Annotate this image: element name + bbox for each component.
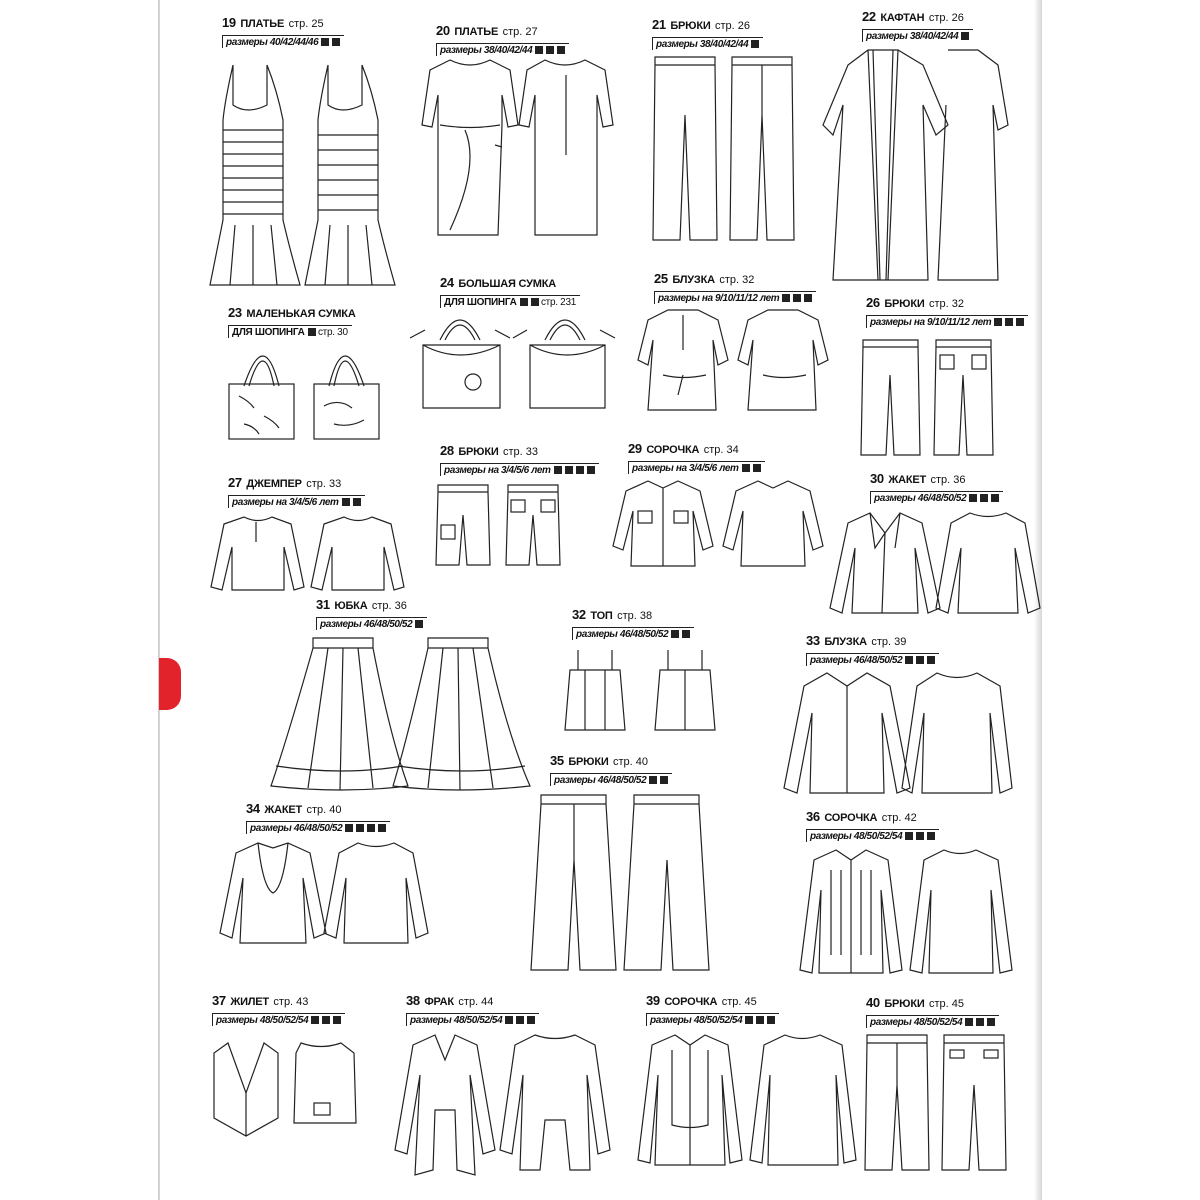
item-27 (228, 474, 365, 510)
item-page: стр. 40 (613, 756, 649, 768)
item-page: стр. 36 (371, 600, 407, 612)
item-number: 29 (628, 441, 642, 456)
item-36 (806, 808, 939, 844)
item-37 (212, 992, 345, 1028)
item-name: ДЖЕМПЕР (246, 478, 302, 490)
item-sizes: размеры 38/40/42/44 (862, 29, 973, 42)
item-sizes: размеры 48/50/52/54 (806, 829, 939, 842)
item-number: 35 (550, 753, 564, 768)
item-name: СОРОЧКА (646, 444, 700, 456)
item-name: БОЛЬШАЯ СУМКА (458, 278, 556, 290)
item-name: МАЛЕНЬКАЯ СУМКА (246, 308, 356, 320)
item-page: стр. 26 (715, 20, 751, 32)
item-page: стр. 26 (928, 12, 964, 24)
item-number: 38 (406, 993, 420, 1008)
shirt-36-sketch (796, 845, 1016, 980)
item-number: 20 (436, 23, 450, 38)
item-name: БЛУЗКА (824, 636, 867, 648)
item-sizes: размеры 48/50/52/54 (646, 1013, 779, 1026)
jumper-27-sketch (206, 512, 406, 592)
item-33 (806, 632, 939, 668)
item-page: стр. 45 (721, 996, 757, 1008)
item-number: 25 (654, 271, 668, 286)
item-sizes: размеры 46/48/50/52 (246, 821, 390, 834)
shirt-29-sketch (608, 476, 828, 571)
item-34 (246, 800, 390, 836)
item-page: стр. 32 (719, 274, 755, 286)
item-page: стр. 33 (306, 478, 342, 490)
small-bag-23-sketch (224, 336, 384, 441)
item-name: БРЮКИ (458, 446, 499, 458)
item-page: стр. 45 (929, 998, 965, 1010)
item-number: 21 (652, 17, 666, 32)
item-sizes: размеры на 3/4/5/6 лет (440, 463, 599, 476)
item-number: 31 (316, 597, 330, 612)
dress-20-sketch (420, 55, 620, 240)
dress-19-sketch (205, 60, 405, 290)
item-39 (646, 992, 779, 1028)
item-sizes: размеры 48/50/52/54 (866, 1015, 999, 1028)
jacket-34-sketch (218, 838, 438, 948)
item-sizes: размеры 48/50/52/54 (406, 1013, 539, 1026)
item-name: БЛУЗКА (672, 274, 715, 286)
item-38 (406, 992, 539, 1028)
item-19 (222, 14, 344, 50)
item-40 (866, 994, 999, 1030)
item-number: 28 (440, 443, 454, 458)
item-28 (440, 442, 599, 478)
item-page: стр. 40 (306, 804, 342, 816)
item-number: 23 (228, 305, 242, 320)
item-35 (550, 752, 672, 788)
item-sizes: размеры на 9/10/11/12 лет (654, 291, 816, 304)
item-number: 27 (228, 475, 242, 490)
item-sizes: размеры на 3/4/5/6 лет (628, 461, 765, 474)
blouse-25-sketch (628, 305, 828, 415)
item-25 (654, 270, 816, 306)
kaftan-22-sketch (828, 45, 978, 285)
item-32 (572, 606, 694, 642)
item-number: 39 (646, 993, 660, 1008)
item-name: ПЛАТЬЕ (240, 18, 285, 30)
skirt-31-sketch (268, 636, 538, 796)
item-30 (870, 470, 1003, 506)
item-page: стр. 43 (273, 996, 309, 1008)
item-subtitle: ДЛЯ ШОПИНГА стр. 231 (440, 295, 580, 308)
item-sizes: размеры 46/48/50/52 (316, 617, 427, 630)
item-number: 26 (866, 295, 880, 310)
item-number: 40 (866, 995, 880, 1010)
item-sizes: размеры 46/48/50/52 (572, 627, 694, 640)
item-page: стр. 34 (703, 444, 739, 456)
item-page: стр. 44 (458, 996, 494, 1008)
vest-37-sketch (206, 1038, 371, 1138)
bookmark-tab (159, 658, 181, 710)
item-sizes: размеры 46/48/50/52 (870, 491, 1003, 504)
item-20 (436, 22, 569, 58)
item-sizes: размеры 38/40/42/44 (436, 43, 569, 56)
pants-21-sketch (650, 55, 825, 245)
item-26 (866, 294, 1028, 330)
item-number: 24 (440, 275, 454, 290)
item-number: 19 (222, 15, 236, 30)
blouse-33-sketch (772, 668, 1012, 803)
item-name: ТОП (590, 610, 613, 622)
item-number: 32 (572, 607, 586, 622)
item-29 (628, 440, 765, 476)
item-page: стр. 33 (503, 446, 539, 458)
item-name: СОРОЧКА (664, 996, 718, 1008)
item-number: 33 (806, 633, 820, 648)
item-sizes: размеры 48/50/52/54 (212, 1013, 345, 1026)
tailcoat-38-sketch (385, 1030, 615, 1180)
item-number: 37 (212, 993, 226, 1008)
top-32-sketch (560, 645, 720, 735)
item-page: стр. 25 (288, 18, 324, 30)
item-22 (862, 8, 973, 44)
item-31 (316, 596, 427, 632)
item-name: КАФТАН (880, 12, 925, 24)
item-page: стр. 39 (871, 636, 907, 648)
item-23 (228, 304, 356, 340)
item-name: ЮБКА (334, 600, 368, 612)
item-sizes: размеры 46/48/50/52 (806, 653, 939, 666)
item-name: ПЛАТЬЕ (454, 26, 499, 38)
item-page: стр. 38 (617, 610, 653, 622)
pants-28-sketch (433, 480, 583, 570)
shirt-39-sketch (630, 1030, 860, 1170)
pants-35-sketch (526, 790, 726, 975)
item-number: 36 (806, 809, 820, 824)
pants-40-sketch (862, 1030, 1012, 1175)
jacket-30-sketch (830, 508, 1040, 618)
item-24 (440, 274, 580, 310)
item-name: ЖИЛЕТ (230, 996, 269, 1008)
item-name: БРЮКИ (884, 298, 925, 310)
item-number: 30 (870, 471, 884, 486)
item-name: БРЮКИ (670, 20, 711, 32)
item-21 (652, 16, 763, 52)
item-name: ЖАКЕТ (888, 474, 926, 486)
item-number: 22 (862, 9, 876, 24)
item-page: стр. 36 (930, 474, 966, 486)
item-sizes: размеры на 3/4/5/6 лет (228, 495, 365, 508)
item-subtitle: ДЛЯ ШОПИНГА стр. 30 (228, 325, 352, 338)
item-name: СОРОЧКА (824, 812, 878, 824)
item-name: ФРАК (424, 996, 454, 1008)
item-page: стр. 32 (929, 298, 965, 310)
pants-26-sketch (858, 335, 1018, 460)
item-name: БРЮКИ (884, 998, 925, 1010)
item-sizes: размеры 40/42/44/46 (222, 35, 344, 48)
item-page: стр. 42 (881, 812, 917, 824)
item-sizes: размеры 46/48/50/52 (550, 773, 672, 786)
item-name: БРЮКИ (568, 756, 609, 768)
item-name: ЖАКЕТ (264, 804, 302, 816)
large-bag-24-sketch (405, 310, 625, 410)
item-sizes: размеры 38/40/42/44 (652, 37, 763, 50)
item-page: стр. 27 (502, 26, 538, 38)
item-sizes: размеры на 9/10/11/12 лет (866, 315, 1028, 328)
item-number: 34 (246, 801, 260, 816)
